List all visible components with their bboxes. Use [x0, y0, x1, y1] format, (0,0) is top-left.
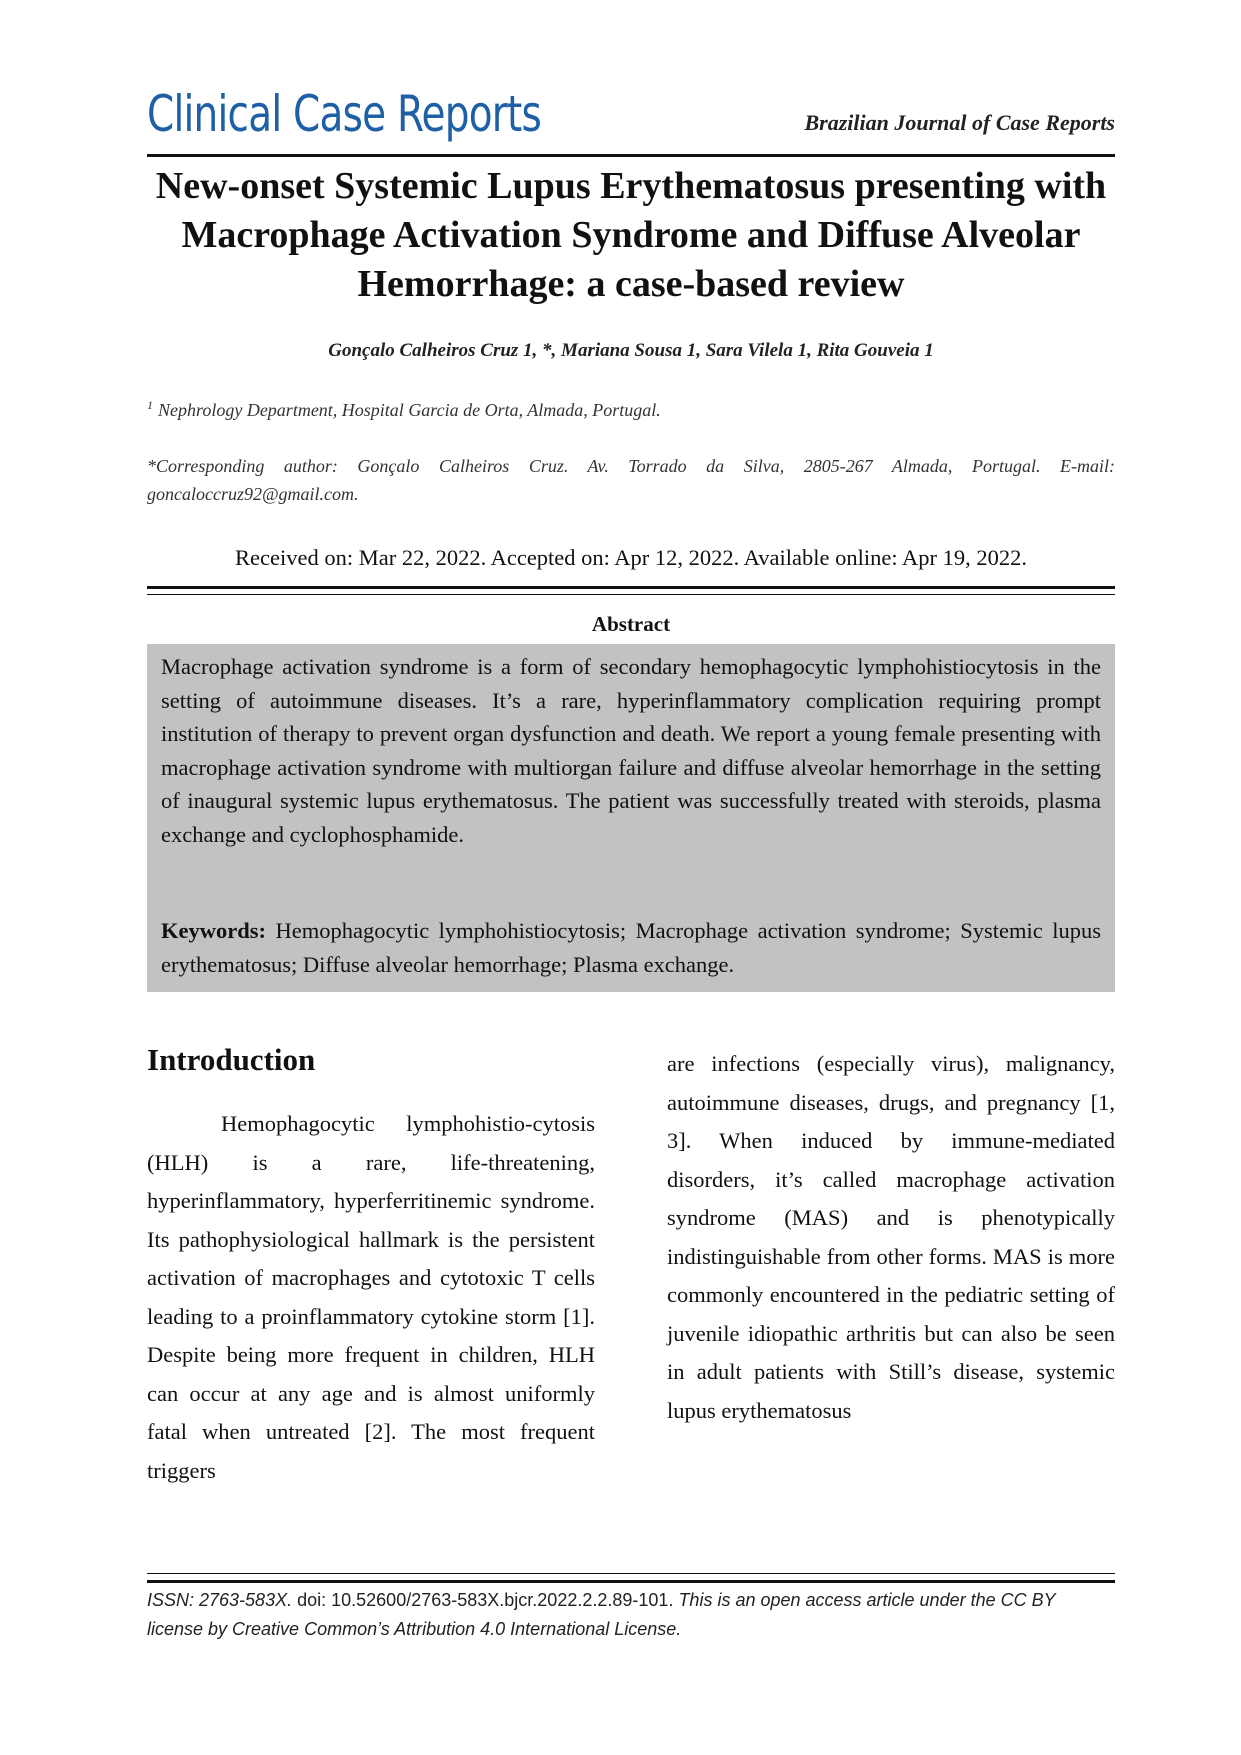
abstract-rule-thin	[147, 594, 1115, 595]
masthead	[147, 78, 1115, 150]
introduction-right-column: are infections (especially virus), malignancy, autoimmune diseases, drugs, and pregnancy [1, 3]. When induced by immune-mediated disorders, it’s called macrophage activation syndrome (MAS) and is phenotypically indistinguishable from other forms. MAS is more commonly encountered in the pediatric setting of juvenile idiopathic arthritis but can also be seen in adult patients with Still’s disease, systemic lupus erythematosus	[667, 1051, 1115, 1423]
publication-dates: Received on: Mar 22, 2022. Accepted on: Apr 12, 2022. Available online: Apr 19, 2022.	[235, 545, 1027, 570]
footer-license	[147, 1586, 1115, 1644]
author-list: Gonçalo Calheiros Cruz 1, *, Mariana Sousa 1, Sara Vilela 1, Rita Gouveia 1	[328, 340, 934, 361]
affiliation-text: Nephrology Department, Hospital Garcia de Orta, Almada, Portugal.	[158, 400, 661, 420]
footer-doi: doi: 10.52600/2763-583X.bjcr.2022.2.2.89-101.	[297, 1590, 674, 1610]
footer-rule-thick	[147, 1580, 1115, 1583]
keywords	[161, 914, 1101, 981]
keywords-text: Hemophagocytic lymphohistiocytosis; Macrophage activation syndrome; Systemic lupus erythematosus; Diffuse alveolar hemorrhage; Plasma exchange.	[161, 918, 1101, 977]
introduction-left-column: Hemophagocytic lymphohistio-cytosis (HLH) is a rare, life-threatening, hyperinflammatory, hyperferritinemic syndrome. Its pathophysiological hallmark is the persistent activation of macrophages and cytotoxic T cells leading to a proinflammatory cytokine storm [1]. Despite being more frequent in children, HLH can occur at any age and is almost uniformly fatal when untreated [2]. The most frequent triggers	[147, 1111, 595, 1483]
footer-issn: ISSN: 2763-583X.	[147, 1590, 293, 1610]
journal-brand-logo: Clinical Case Reports	[147, 85, 542, 143]
footer-license-text: This is an open access article under the CC BY license by Creative Common’s Attribution 4.0 International License.	[147, 1590, 1056, 1639]
affiliation-mark: 1	[147, 398, 153, 412]
footer-rule-thin	[147, 1573, 1115, 1574]
introduction-heading: Introduction	[147, 1042, 316, 1077]
abstract-text: Macrophage activation syndrome is a form of secondary hemophagocytic lymphohistiocytosis in the setting of autoimmune diseases. It’s a rare, hyperinflammatory complication requiring prompt institution of therapy to prevent organ dysfunction and death. We report a young female presenting with macrophage activation syndrome with multiorgan failure and diffuse alveolar hemorrhage in the setting of inaugural systemic lupus erythematosus. The patient was successfully treated with steroids, plasma exchange and cyclophosphamide.	[161, 654, 1101, 847]
affiliation	[147, 398, 1115, 421]
article-title: New-onset Systemic Lupus Erythematosus presenting with Macrophage Activation Syndrome and Diffuse Alveolar Hemorrhage: a case-based review	[155, 165, 1107, 305]
header-rule	[147, 154, 1115, 157]
keywords-label: Keywords:	[161, 918, 266, 943]
corresponding-author: *Corresponding author: Gonçalo Calheiros Cruz. Av. Torrado da Silva, 2805-267 Almada, Portugal. E-mail: goncaloccruz92@gmail.com.	[147, 456, 1115, 504]
abstract-box	[147, 644, 1115, 992]
abstract-heading: Abstract	[591, 612, 671, 636]
abstract-rule-thick	[147, 586, 1115, 589]
journal-name: Brazilian Journal of Case Reports	[804, 110, 1115, 135]
